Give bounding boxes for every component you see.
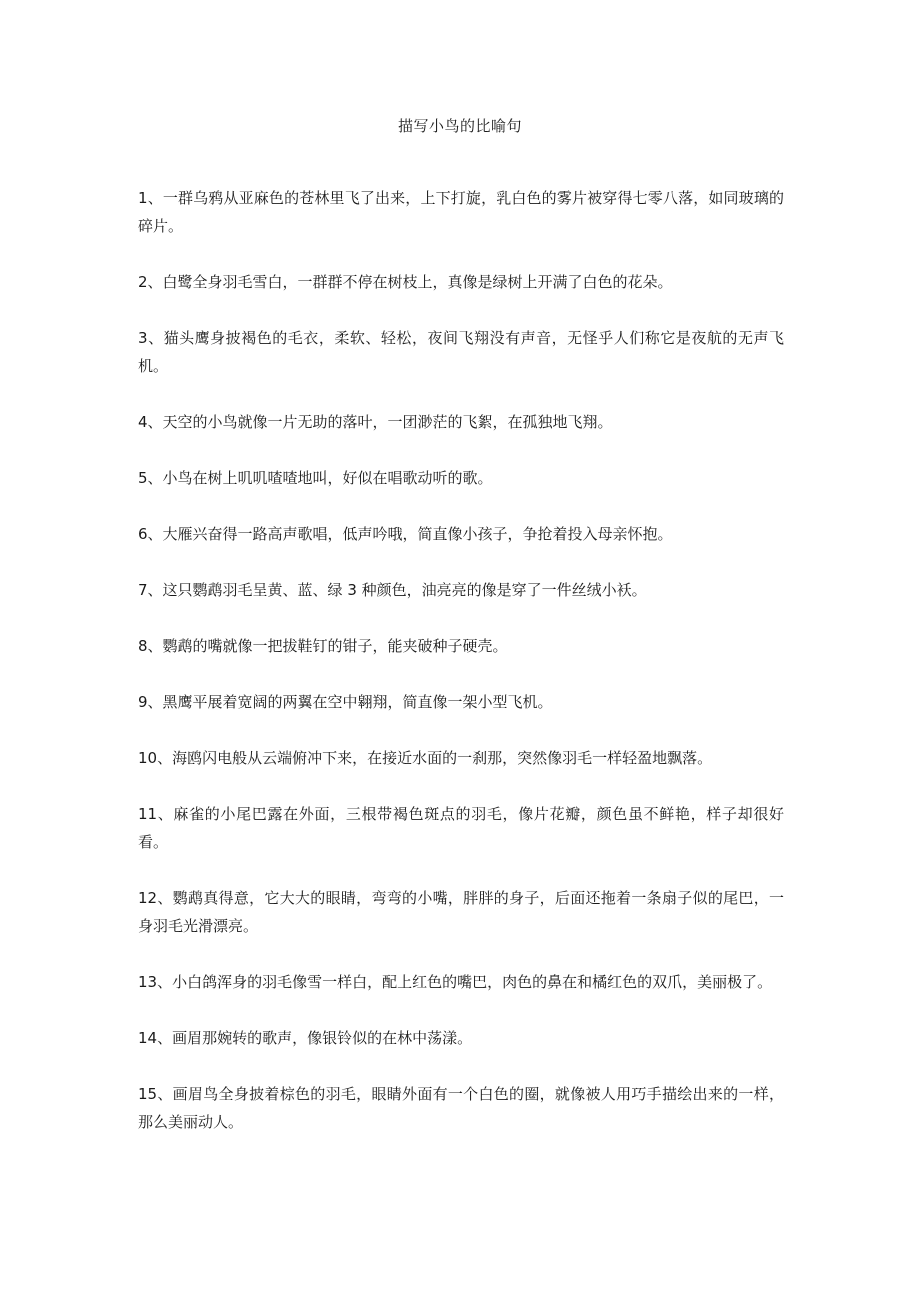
paragraph-13: 13、小白鸽浑身的羽毛像雪一样白，配上红色的嘴巴，肉色的鼻在和橘红色的双爪，美丽极了。: [138, 973, 773, 991]
paragraph-7: 7、这只鹦鹉羽毛呈黄、蓝、绿 3 种颜色，油亮亮的像是穿了一件丝绒小袄。: [138, 581, 647, 599]
paragraph-8: 8、鹦鹉的嘴就像一把拔鞋钉的钳子，能夹破种子硬壳。: [138, 637, 508, 655]
paragraph-4: 4、天空的小鸟就像一片无助的落叶，一团渺茫的飞絮，在孤独地飞翔。: [138, 413, 613, 431]
paragraph-5: 5、小鸟在树上叽叽喳喳地叫，好似在唱歌动听的歌。: [138, 469, 493, 487]
paragraph-9: 9、黑鹰平展着宽阔的两翼在空中翱翔，简直像一架小型飞机。: [138, 693, 553, 711]
paragraph-3: 3、猫头鹰身披褐色的毛衣，柔软、轻松，夜间飞翔没有声音，无怪乎人们称它是夜航的无声飞机。: [138, 329, 784, 375]
paragraph-14: 14、画眉那婉转的歌声，像银铃似的在林中荡漾。: [138, 1029, 473, 1047]
paragraph-12: 12、鹦鹉真得意，它大大的眼睛，弯弯的小嘴，胖胖的身子，后面还拖着一条扇子似的尾巴，一身羽毛光滑漂亮。: [138, 889, 784, 935]
paragraph-10: 10、海鸥闪电般从云端俯冲下来，在接近水面的一刹那，突然像羽毛一样轻盈地飘落。: [138, 749, 713, 767]
paragraph-15: 15、画眉鸟全身披着棕色的羽毛，眼睛外面有一个白色的圈，就像被人用巧手描绘出来的一样，那么美丽动人。: [138, 1085, 784, 1131]
paragraph-1: 1、一群乌鸦从亚麻色的苍林里飞了出来，上下打旋，乳白色的雾片被穿得七零八落，如同玻璃的碎片。: [138, 189, 784, 235]
document-body: [138, 184, 784, 1164]
paragraph-6: 6、大雁兴奋得一路高声歌唱，低声吟哦，简直像小孩子，争抢着投入母亲怀抱。: [138, 525, 673, 543]
document-title: 描写小鸟的比喻句: [397, 117, 522, 135]
paragraph-11: 11、麻雀的小尾巴露在外面，三根带褐色斑点的羽毛，像片花瓣，颜色虽不鲜艳，样子却很好看。: [138, 805, 784, 851]
paragraph-2: 2、白鹭全身羽毛雪白，一群群不停在树枝上，真像是绿树上开满了白色的花朵。: [138, 273, 673, 291]
